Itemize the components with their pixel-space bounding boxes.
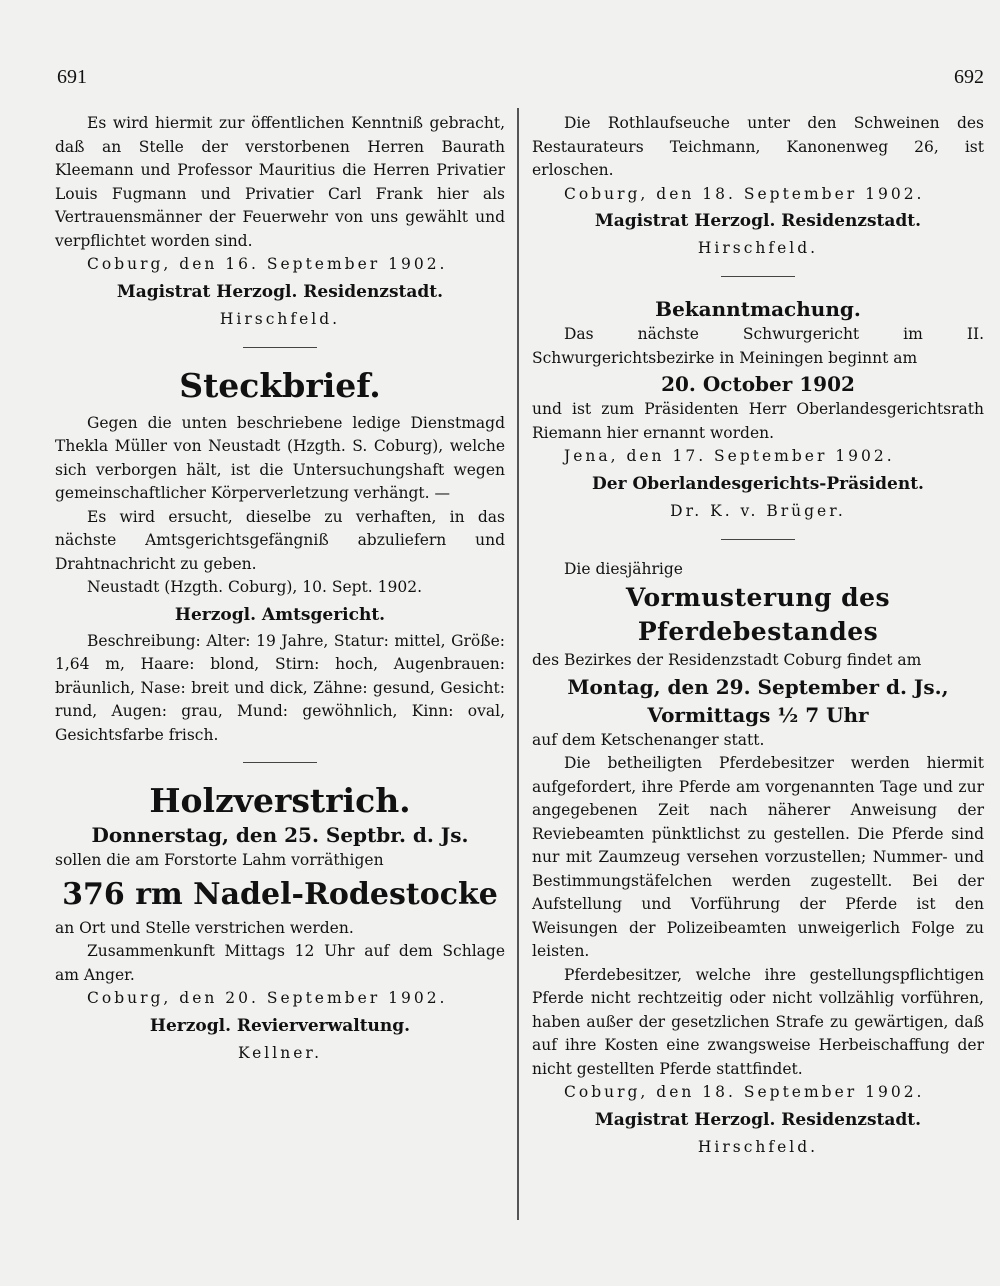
- holz-line-2: an Ort und Stelle verstrichen werden.: [55, 918, 354, 937]
- bekannt-signatory: Dr. K. v. Brüger.: [670, 501, 846, 520]
- rothlauf-signatory: Hirschfeld.: [697, 239, 819, 257]
- steckbrief-date: Neustadt (Hzgth. Coburg), 10. Sept. 1902.: [87, 578, 423, 596]
- vorm-signature: Magistrat Herzogl. Residenzstadt.: [594, 1109, 922, 1130]
- rothlauf-signature: Magistrat Herzogl. Residenzstadt.: [594, 211, 922, 231]
- notice-signature: Magistrat Herzogl. Residenzstadt.: [116, 281, 444, 302]
- vorm-title: Vormusterung des Pferdebestandes: [625, 583, 891, 646]
- column-divider: [517, 108, 519, 1220]
- steckbrief-paragraph-2: Es wird ersucht, dieselbe zu verhaften, in das nächste Amtsgerichtsgefängniß abzuliefern und Drahtnachricht zu geben.: [55, 507, 505, 573]
- holz-line-1: sollen die am Forstorte Lahm vorräthigen: [55, 851, 384, 869]
- bekannt-title: Bekanntmachung.: [655, 297, 861, 321]
- page-number-right: 692: [954, 66, 984, 88]
- holz-date: Coburg, den 20. September 1902.: [87, 989, 448, 1007]
- page-number-left: 691: [57, 66, 87, 88]
- left-column: [55, 112, 505, 1066]
- section-rule: [721, 276, 795, 277]
- rothlauf-date: Coburg, den 18. September 1902.: [564, 184, 925, 203]
- bekannt-paragraph-2: und ist zum Präsidenten Herr Oberlandesgerichtsrath Riemann hier ernannt worden.: [532, 400, 984, 442]
- notice-signatory: Hirschfeld.: [219, 309, 341, 328]
- bekannt-date-big: 20. October 1902: [661, 372, 855, 396]
- holz-signature: Herzogl. Revierverwaltung.: [149, 1015, 411, 1036]
- vorm-line-1: des Bezirkes der Residenzstadt Coburg findet am: [532, 651, 922, 669]
- section-rule: [243, 762, 317, 763]
- bekannt-paragraph-1: Das nächste Schwurgericht im II. Schwurgerichtsbezirke in Meiningen beginnt am: [532, 325, 984, 367]
- steckbrief-title: Steckbrief.: [179, 365, 381, 405]
- bekanntmachung-section: [532, 295, 984, 524]
- holz-offer: 376 rm Nadel-Rodestocke: [62, 876, 498, 912]
- vorm-date-line: Montag, den 29. September d. Js.,: [567, 674, 949, 699]
- vorm-intro: Die diesjährige: [564, 559, 683, 578]
- vorm-paragraph-1: Die betheiligten Pferdebesitzer werden hiermit aufgefordert, ihre Pferde am vorgenannten Tage und zur angegebenen Zeit nach näherer Anweisung der Reviebeamten pünktlichst zu gestellen. Die Pferde sind nur mit Zaumzeug versehen vorzustellen; Nummer- und Bestimmungstäfelchen werden zugestellt. Bei der Aufstellung und Vorführung der Pferde ist den Weisungen der Polizeibeamten unweigerlich Folge zu leisten.: [532, 754, 984, 960]
- holz-date-line: Donnerstag, den 25. Septbr. d. Js.: [91, 823, 469, 847]
- vorm-line-4: auf dem Ketschenanger statt.: [532, 730, 765, 749]
- holz-line-3: Zusammenkunft Mittags 12 Uhr auf dem Schlage am Anger.: [55, 942, 505, 984]
- notice-feuerwehr: [55, 112, 505, 332]
- vormusterung-section: [532, 558, 984, 1160]
- section-rule: [243, 347, 317, 348]
- steckbrief-signature: Herzogl. Amtsgericht.: [174, 604, 386, 625]
- vorm-time-line: Vormittags ½ 7 Uhr: [647, 702, 869, 727]
- rothlauf-paragraph: Die Rothlaufseuche unter den Schweinen des Restaurateurs Teichmann, Kanonenweg 26, ist erloschen.: [532, 114, 984, 179]
- holzverstrich-section: [55, 781, 505, 1066]
- holz-signatory: Kellner.: [237, 1043, 323, 1062]
- notice-date: Coburg, den 16. September 1902.: [87, 255, 448, 273]
- bekannt-date: Jena, den 17. September 1902.: [564, 447, 895, 465]
- notice-paragraph: Es wird hiermit zur öffentlichen Kenntniß gebracht, daß an Stelle der verstorbenen Herren Baurath Kleemann und Professor Mauritius die Herren Privatier Louis Fugmann und Privatier Carl Frank hier als Vertrauensmänner der Feuerwehr von uns gewählt und verpflichtet worden sind.: [55, 114, 505, 250]
- right-column: [532, 112, 984, 1160]
- holz-title: Holzverstrich.: [149, 781, 411, 820]
- steckbrief-paragraph-1: Gegen die unten beschriebene ledige Dienstmagd Thekla Müller von Neustadt (Hzgth. S. Coburg), welche sich verborgen hält, ist die Untersuchungshaft wegen gemeinschaftlicher Körperverletzung verhängt. —: [55, 413, 505, 502]
- vorm-signatory: Hirschfeld.: [697, 1137, 819, 1156]
- steckbrief-section: [55, 366, 505, 748]
- vorm-paragraph-2: Pferdebesitzer, welche ihre gestellungspflichtigen Pferde nicht rechtzeitig oder nicht vollzählig vorführen, haben außer der gesetzlichen Strafe zu gewärtigen, daß auf ihre Kosten eine zwangsweise Herbeischaffung der nicht gestellten Pferde stattfindet.: [532, 965, 984, 1078]
- steckbrief-description: Beschreibung: Alter: 19 Jahre, Statur: mittel, Größe: 1,64 m, Haare: blond, Stirn: hoch, Augenbrauen: bräunlich, Nase: breit und dick, Zähne: gesund, Gesicht: rund, Augen: grau, Mund: gewöhnlich, Kinn: oval, Gesichtsfarbe frisch.: [55, 631, 505, 744]
- rothlauf-section: [532, 112, 984, 261]
- section-rule: [721, 539, 795, 540]
- vorm-date: Coburg, den 18. September 1902.: [564, 1083, 925, 1101]
- bekannt-signature: Der Oberlandesgerichts-Präsident.: [592, 473, 924, 494]
